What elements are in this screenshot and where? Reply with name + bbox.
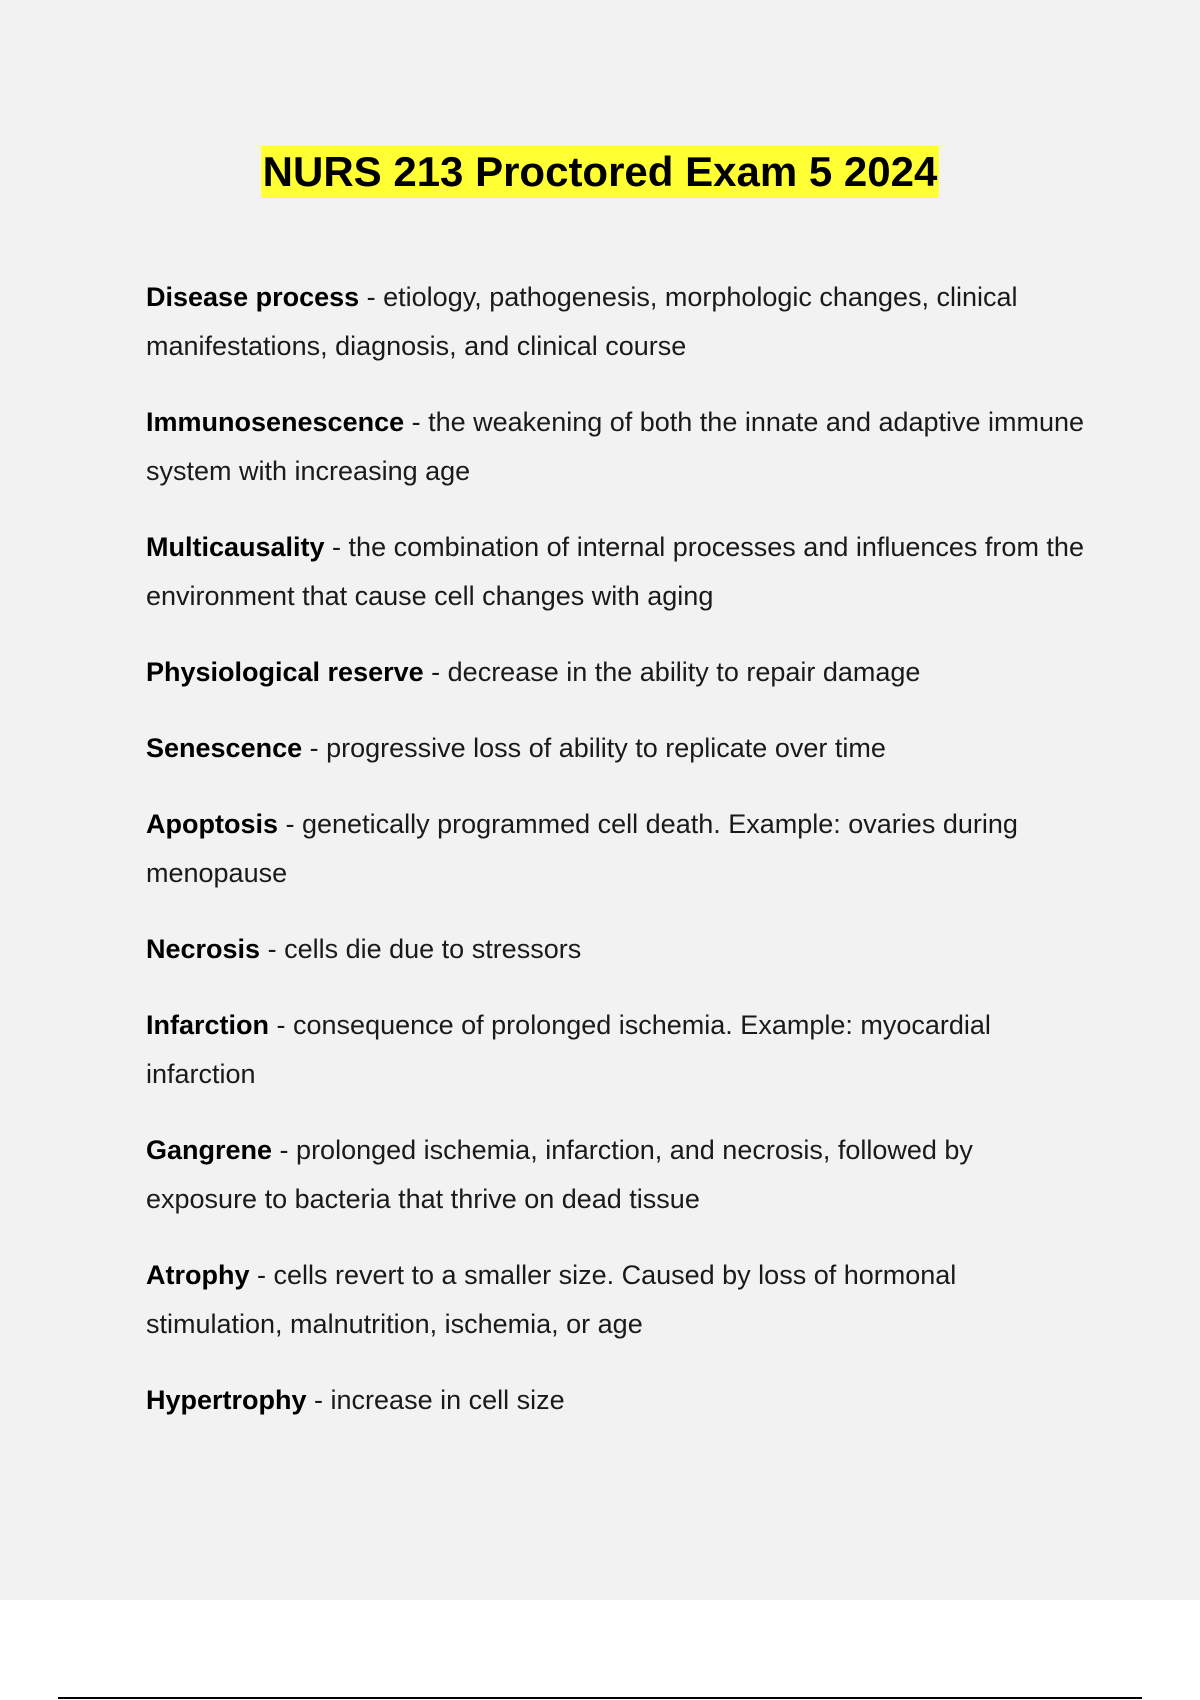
definition-separator: -: [404, 407, 429, 437]
definition-entry: [146, 273, 1091, 371]
definition-term: Multicausality: [146, 532, 325, 562]
definition-entry: [146, 1376, 1091, 1425]
definition-term: Hypertrophy: [146, 1385, 307, 1415]
definition-text: prolonged ischemia, infarction, and necrosis, followed by exposure to bacteria that thrive on dead tissue: [146, 1135, 973, 1214]
definition-entry: [146, 523, 1091, 621]
definition-separator: -: [278, 809, 302, 839]
definition-list: [146, 273, 1091, 1452]
definition-term: Disease process: [146, 282, 360, 312]
definition-term: Necrosis: [146, 934, 261, 964]
definition-term: Immunosenescence: [146, 407, 405, 437]
definition-separator: -: [249, 1260, 274, 1290]
definition-term: Infarction: [146, 1010, 270, 1040]
definition-separator: -: [324, 532, 349, 562]
definition-separator: -: [272, 1135, 297, 1165]
definition-text: cells revert to a smaller size. Caused by loss of hormonal stimulation, malnutrition, ischemia, or age: [146, 1260, 957, 1339]
definition-entry: [146, 925, 1091, 974]
definition-entry: [146, 724, 1091, 773]
definition-entry: [146, 1126, 1091, 1224]
definition-separator: -: [306, 1385, 331, 1415]
definition-term: Gangrene: [146, 1135, 273, 1165]
definition-text: the combination of internal processes and influences from the environment that cause cell changes with aging: [146, 532, 1084, 611]
definition-text: the weakening of both the innate and adaptive immune system with increasing age: [146, 407, 1085, 486]
definition-entry: [146, 398, 1091, 496]
definition-entry: [146, 800, 1091, 898]
definition-separator: -: [302, 733, 327, 763]
title-wrapper: [0, 146, 1200, 198]
document-title: NURS 213 Proctored Exam 5 2024: [261, 146, 940, 198]
definition-text: increase in cell size: [330, 1385, 565, 1415]
definition-text: decrease in the ability to repair damage: [447, 657, 921, 687]
definition-separator: -: [423, 657, 448, 687]
definition-text: progressive loss of ability to replicate over time: [326, 733, 886, 763]
definition-term: Physiological reserve: [146, 657, 424, 687]
definition-text: cells die due to stressors: [284, 934, 582, 964]
definition-term: Senescence: [146, 733, 303, 763]
footer-divider: [58, 1697, 1142, 1699]
definition-text: etiology, pathogenesis, morphologic changes, clinical manifestations, diagnosis, and clinical course: [146, 282, 1018, 361]
definition-entry: [146, 648, 1091, 697]
definition-separator: -: [260, 934, 285, 964]
definition-text: genetically programmed cell death. Example: ovaries during menopause: [146, 809, 1018, 888]
definition-separator: -: [269, 1010, 294, 1040]
definition-entry: [146, 1001, 1091, 1099]
definition-term: Apoptosis: [146, 809, 278, 839]
definition-entry: [146, 1251, 1091, 1349]
definition-term: Atrophy: [146, 1260, 250, 1290]
definition-separator: -: [359, 282, 384, 312]
definition-text: consequence of prolonged ischemia. Example: myocardial infarction: [146, 1010, 991, 1089]
